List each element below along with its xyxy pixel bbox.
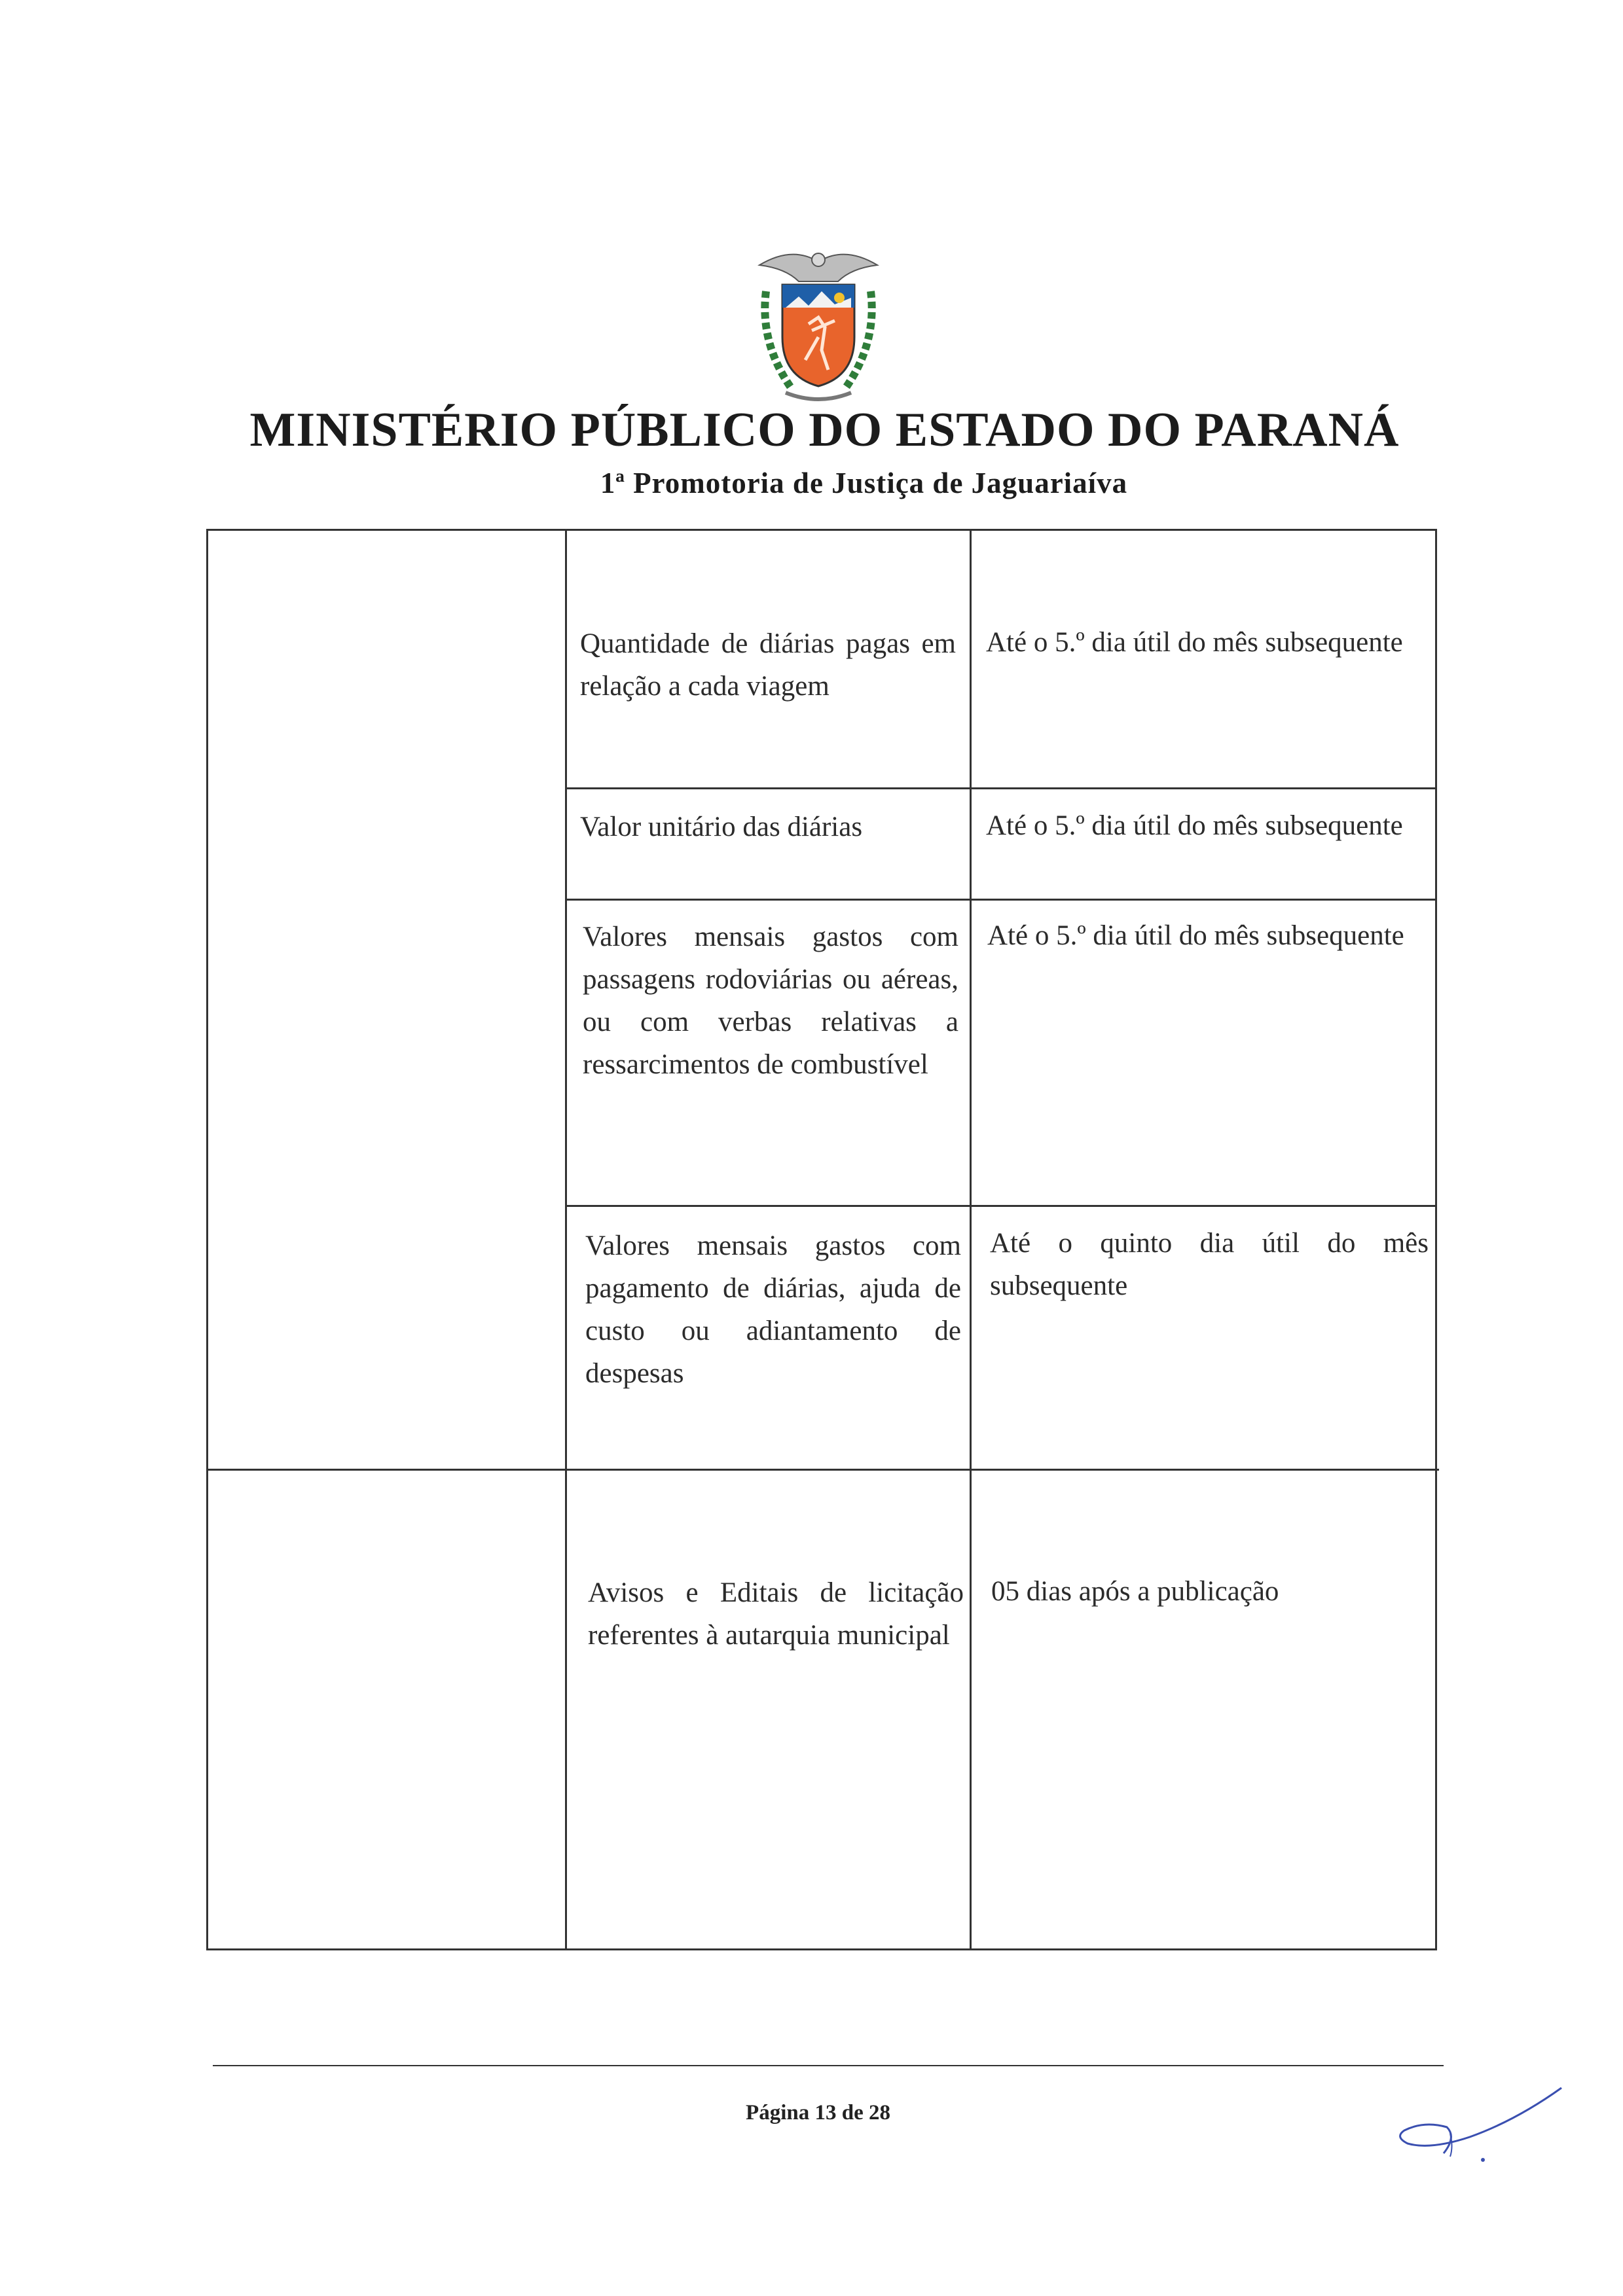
org-subtitle: 1ª Promotoria de Justiça de Jaguariaíva — [600, 467, 1128, 499]
coat-of-arms-emblem — [746, 245, 890, 409]
row-divider — [565, 899, 1437, 901]
signature-mark — [1385, 2075, 1568, 2179]
table-row-item: Quantidade de diárias pagas em relação a cada viagem — [580, 628, 956, 702]
footer-rule — [213, 2065, 1444, 2066]
table-row-deadline: Até o quinto dia útil do mês subsequente — [990, 1228, 1429, 1301]
table-row-item: Valor unitário das diárias — [580, 812, 863, 842]
column-divider — [970, 531, 972, 1948]
table-row-deadline: 05 dias após a publicação — [991, 1576, 1279, 1607]
table-row-deadline: Até o 5.º dia útil do mês subsequente — [986, 810, 1403, 841]
row-divider — [565, 1205, 1437, 1207]
page-number: Página 13 de 28 — [746, 2101, 890, 2125]
table-row-deadline: Até o 5.º dia útil do mês subsequente — [987, 920, 1404, 951]
table-row-item: Avisos e Editais de licitação referentes à autarquia municipal — [588, 1577, 964, 1651]
disclosure-table — [206, 529, 1437, 1950]
table-row-deadline: Até o 5.º dia útil do mês subsequente — [986, 627, 1403, 658]
table-row-item: Valores mensais gastos com passagens rodoviárias ou aéreas, ou com verbas relativas a ressarcimentos de combustível — [583, 922, 958, 1080]
row-divider — [565, 787, 1437, 789]
column-divider — [565, 531, 567, 1948]
org-title: MINISTÉRIO PÚBLICO DO ESTADO DO PARANÁ — [249, 403, 1400, 457]
table-row-item: Valores mensais gastos com pagamento de diárias, ajuda de custo ou adiantamento de despesas — [585, 1230, 961, 1389]
group-divider — [208, 1469, 1439, 1471]
